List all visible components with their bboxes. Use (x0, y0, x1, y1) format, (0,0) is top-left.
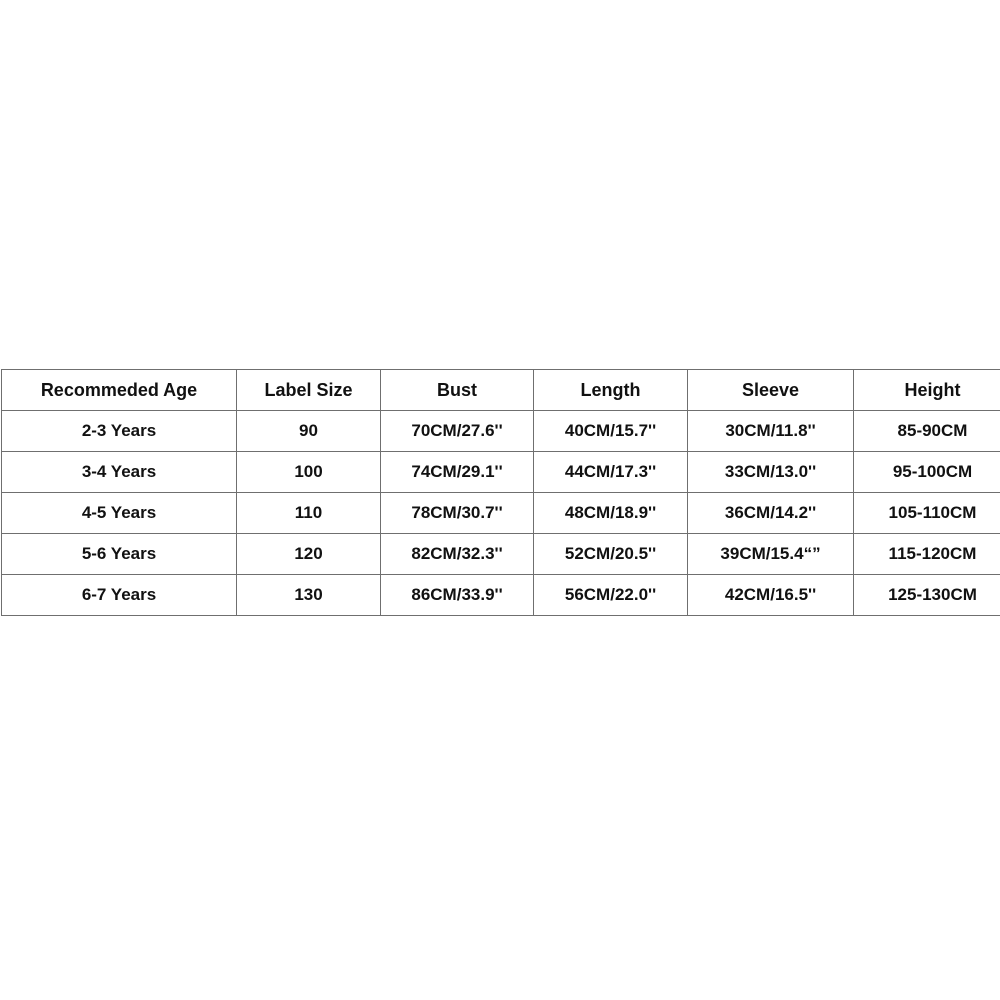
header-row (2, 370, 1000, 411)
cell-sleeve: 30CM/11.8'' (688, 411, 854, 452)
table-row (2, 411, 1000, 452)
cell-age: 6-7 Years (2, 575, 237, 616)
cell-age: 3-4 Years (2, 452, 237, 493)
cell-length: 56CM/22.0'' (534, 575, 688, 616)
cell-label-size: 110 (237, 493, 381, 534)
cell-sleeve: 39CM/15.4“” (688, 534, 854, 575)
header-label-size: Label Size (237, 370, 381, 411)
table-row (2, 493, 1000, 534)
cell-label-size: 100 (237, 452, 381, 493)
header-height: Height (854, 370, 1000, 411)
cell-age: 2-3 Years (2, 411, 237, 452)
cell-bust: 78CM/30.7'' (381, 493, 534, 534)
cell-age: 4-5 Years (2, 493, 237, 534)
header-bust: Bust (381, 370, 534, 411)
cell-height: 105-110CM (854, 493, 1000, 534)
header-sleeve: Sleeve (688, 370, 854, 411)
table-row (2, 534, 1000, 575)
cell-height: 125-130CM (854, 575, 1000, 616)
cell-length: 44CM/17.3'' (534, 452, 688, 493)
cell-sleeve: 36CM/14.2'' (688, 493, 854, 534)
cell-bust: 86CM/33.9'' (381, 575, 534, 616)
cell-length: 40CM/15.7'' (534, 411, 688, 452)
cell-label-size: 130 (237, 575, 381, 616)
table-row (2, 452, 1000, 493)
cell-length: 52CM/20.5'' (534, 534, 688, 575)
cell-bust: 82CM/32.3'' (381, 534, 534, 575)
cell-height: 115-120CM (854, 534, 1000, 575)
cell-age: 5-6 Years (2, 534, 237, 575)
table-row (2, 575, 1000, 616)
cell-label-size: 90 (237, 411, 381, 452)
size-chart-table (1, 369, 1000, 616)
cell-length: 48CM/18.9'' (534, 493, 688, 534)
header-recommended-age: Recommeded Age (2, 370, 237, 411)
cell-sleeve: 33CM/13.0'' (688, 452, 854, 493)
cell-bust: 74CM/29.1'' (381, 452, 534, 493)
cell-sleeve: 42CM/16.5'' (688, 575, 854, 616)
cell-height: 95-100CM (854, 452, 1000, 493)
cell-label-size: 120 (237, 534, 381, 575)
header-length: Length (534, 370, 688, 411)
cell-height: 85-90CM (854, 411, 1000, 452)
cell-bust: 70CM/27.6'' (381, 411, 534, 452)
